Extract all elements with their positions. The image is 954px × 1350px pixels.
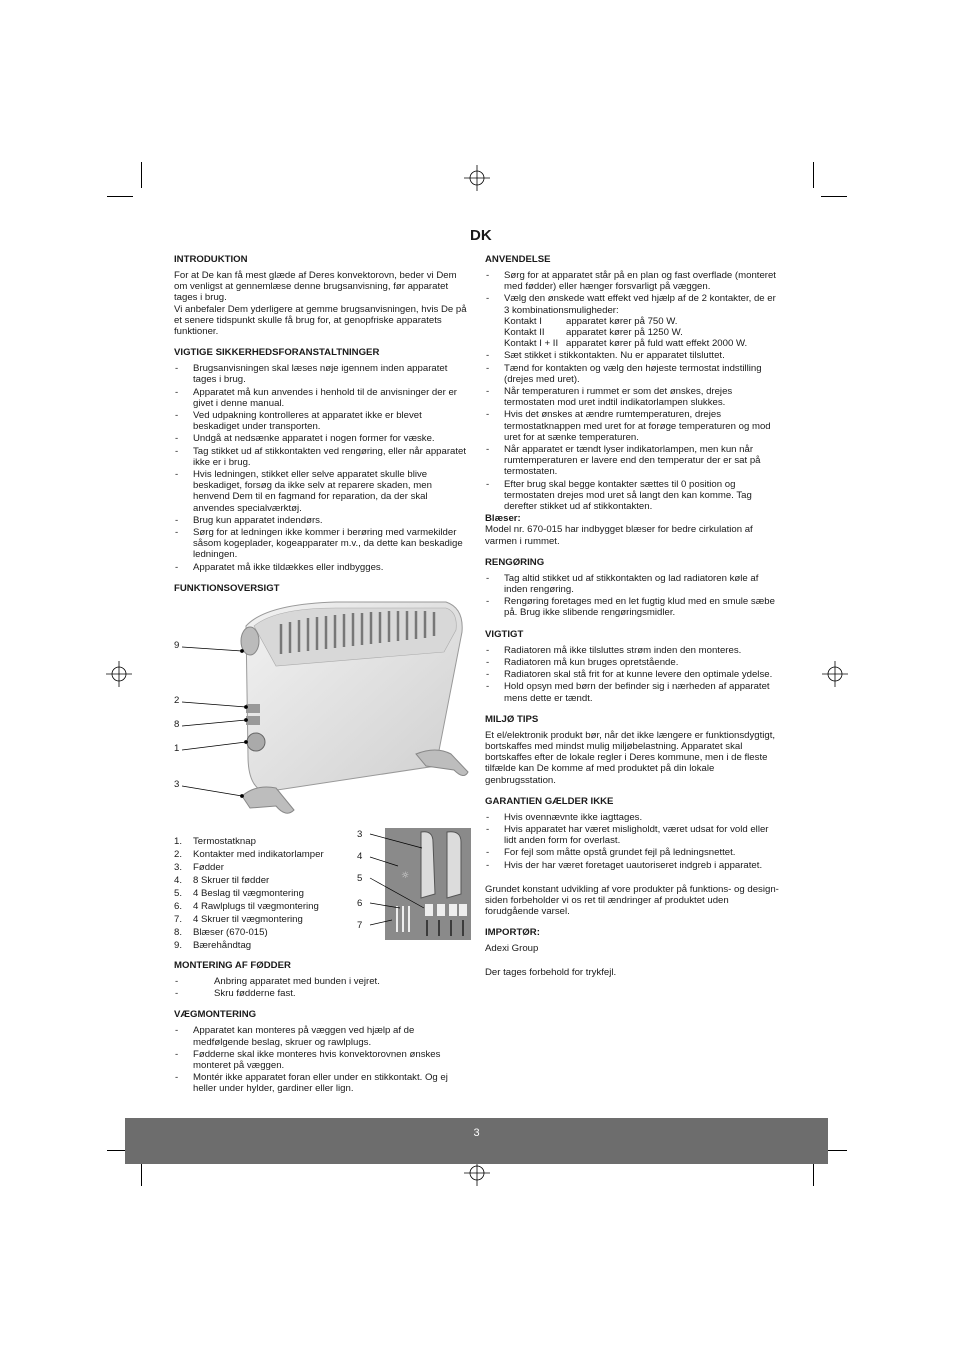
left-column-bottom [174,960,470,1105]
callout-label: 4 [357,851,363,862]
safety-heading: VIGTIGE SIKKERHEDSFORANSTALTNINGER [174,347,380,359]
list-item: 5. 4 Beslag til vægmontering [174,888,304,899]
importer-section [485,927,781,977]
cleaning-heading: RENGØRING [485,556,545,568]
feet-list [174,976,470,999]
list-item: 2. Kontakter med indikatorlamper [174,849,324,860]
wall-list [174,1025,470,1094]
list-item: - Vælg den ønskede watt effekt ved hjælp af de 2 kontakter, de er 3 kombinationsmuligheder: Kontakt I apparatet kører på 750 W. Kontakt II apparatet kører på 1250 W. Kontakt I + II apparatet kører på fuld watt effekt 2000 W. [485,293,781,349]
crop-mark [107,196,133,197]
language-label: DK [470,227,492,244]
intro-paragraph: Vi anbefaler Dem yderligere at gemme brugsanvisningen, hvis De på et senere tidspunkt skulle få brug for, at genopfriske apparatets funktioner. [174,303,467,338]
list-item: - Anbring apparatet med bunden i vejret. [174,976,470,987]
fan-text: Model nr. 670-015 har indbygget blæser for bedre cirkulation af varmen i rummet. [485,524,753,547]
env-section [485,714,781,786]
callout-label: 8 [174,719,180,730]
important-list [485,645,781,704]
callout-label: 2 [174,695,180,706]
svg-text:☼: ☼ [401,871,410,881]
disclaimer: Der tages forbehold for trykfejl. [485,966,617,978]
list-item: - Hvis apparatet har været misligholdt, været udsat for vold eller lidt anden form for overlast. [485,824,781,846]
list-item: - Apparatet må ikke tildækkes eller indbygges. [174,562,470,573]
intro-heading: INTRODUKTION [174,254,248,265]
callout-label: 3 [357,829,363,840]
list-item: 9. Bærehåndtag [174,940,252,951]
list-item: - Brug kun apparatet indendørs. [174,515,470,526]
callout-lines [180,640,250,800]
wall-heading: VÆGMONTERING [174,1009,257,1021]
list-item: - Apparatet kan monteres på væggen ved hjælp af de medfølgende beslag, skruer og rawlplugs. [174,1025,470,1047]
list-item: - Tag altid stikket ud af stikkontakten og lad radiatoren køle af inden rengøring. [485,573,781,595]
list-item: - Hold opsyn med børn der befinder sig i nærheden af apparatet mens dette er tændt. [485,681,781,703]
list-item: - Apparatet må kun anvendes i henhold til de anvisninger der er givet i denne manual. [174,387,470,409]
list-item: - Hvis det ønskes at ændre rumtemperaturen, drejes termostatknappen med uret for at forøge temperaturen og mod uret for at sænke temperaturen. [485,409,781,443]
list-item: - Skru fødderne fast. [174,988,470,999]
list-item: 8. Blæser (670-015) [174,927,268,938]
registration-mark-icon [464,165,490,191]
cleaning-list [485,573,781,619]
footer-bar [125,1118,828,1164]
list-item: - Tag stikket ud af stikkontakten ved rengøring, eller når apparatet ikke er i brug. [174,446,470,468]
list-item: - Radiatoren skal stå frit for at kunne levere den optimale ydelse. [485,669,781,680]
importer-heading: IMPORTØR: [485,927,540,939]
safety-section [174,347,470,573]
crop-mark [141,162,142,188]
list-item: - Radiatoren må kun bruges opretstående. [485,657,781,668]
list-item: 1. Termostatknap [174,836,256,847]
warranty-heading: GARANTIEN GÆLDER IKKE [485,795,614,807]
crop-mark [813,162,814,188]
list-item: - Montér ikke apparatet foran eller under en stikkontakt. Og ej heller under hylder, gardiner eller lign. [174,1072,470,1094]
list-item: 7. 4 Skruer til vægmontering [174,914,303,925]
callout-label: 5 [357,873,363,884]
callout-label: 7 [357,920,363,931]
list-item: - Tænd for kontakten og vælg den højeste termostat indstilling (drejes med uret). [485,363,781,385]
usage-section [485,254,781,547]
list-item: 3. Fødder [174,862,224,873]
list-item: - Sørg for at ledningen ikke kommer i berøring med varmekilder såsom kogeplader, kogeapparater m.v., da dette kan beskadige ledningen. [174,527,470,561]
warranty-section [485,796,781,918]
kontakt-row: Kontakt II apparatet kører på 1250 W. [504,327,683,339]
left-column [174,254,470,599]
fan-label: Blæser: [485,513,521,525]
parts-list [174,835,354,952]
intro-paragraph: For at De kan få mest glæde af Deres konvektorovn, beder vi Dem om venligst at gennemlæse denne brugsanvisning, før apparatet tages i brug. [174,270,457,304]
env-heading: MILJØ TIPS [485,713,539,725]
important-section [485,629,781,704]
list-item: - Hvis ledningen, stikket eller selve apparatet skulle blive beskadiget, forsøg da ikke selv at reparere skaden, men henvend Dem til en fagmand for reparation, da der skal anvendes specialværktøj. [174,469,470,514]
registration-mark-icon [822,661,848,687]
safety-list [174,363,470,573]
overview-heading: FUNKTIONSOVERSIGT [174,582,280,594]
warranty-note: Grundet konstant udvikling af vore produkter på funktions- og design-siden forbeholder vi os ret til ændringer af produktet uden forudgående varsel. [485,883,779,918]
heater-illustration [236,596,470,830]
cleaning-section [485,557,781,619]
list-item: - Sæt stikket i stikkontakten. Nu er apparatet tilsluttet. [485,350,781,361]
usage-heading: ANVENDELSE [485,254,551,265]
list-item: - Brugsanvisningen skal læses nøje igennem inden apparatet tages i brug. [174,363,470,385]
callout-label: 6 [357,898,363,909]
list-item: - Hvis ovennævnte ikke iagttages. [485,812,781,823]
warranty-list [485,812,781,871]
env-text: Et el/elektronik produkt bør, når det ikke længere er funktionsdygtigt, bortskaffes med mindst mulig miljøbelastning. Apparatet skal bortskaffes efter de lokale regler i Deres kommune, men i de fleste tilfælde kan De komme af med produktet på din lokale genbrugsstation. [485,729,776,786]
list-item: 6. 4 Rawlplugs til vægmontering [174,901,319,912]
important-heading: VIGTIGT [485,628,524,640]
callout-label: 9 [174,640,180,651]
list-item: 4. 8 Skruer til fødder [174,875,270,886]
usage-list [485,270,781,512]
parts-callout-lines [368,828,438,928]
list-item: - Ved udpakning kontrolleres at apparatet ikke er blevet beskadiget under transporten. [174,410,470,432]
feet-section [174,960,470,999]
feet-heading: MONTERING AF FØDDER [174,960,291,971]
page-number: 3 [473,1127,480,1139]
list-item: - Sørg for at apparatet står på en plan og fast overflade (monteret med fødder) eller hænger forsvarligt på væggen. [485,270,781,292]
list-item: - Fødderne skal ikke monteres hvis konvektorovnen ønskes monteret på væggen. [174,1049,470,1071]
callout-label: 3 [174,779,180,790]
crop-mark [821,196,847,197]
intro-section [174,254,470,337]
importer-name: Adexi Group [485,943,539,955]
kontakt-row: Kontakt I apparatet kører på 750 W. [504,315,678,327]
list-item: - Når temperaturen i rummet er som det ønskes, drejes termostaten mod uret indtil indikatorlampen slukkes. [485,386,781,408]
list-item: - Undgå at nedsænke apparatet i nogen former for væske. [174,433,470,444]
list-item: - For fejl som måtte opstå grundet fejl på ledningsnettet. [485,847,781,858]
list-item: - Radiatoren må ikke tilsluttes strøm inden den monteres. [485,645,781,656]
callout-label: 1 [174,743,180,754]
kontakt-row: Kontakt I + II apparatet kører på fuld watt effekt 2000 W. [504,338,748,350]
list-item: - Når apparatet er tændt lyser indikatorlampen, men kun når rumtemperaturen er lavere end den temperatur der er sat på termostaten. [485,444,781,478]
list-item: - Hvis der har været foretaget uautoriseret indgreb i apparatet. [485,860,781,871]
registration-mark-icon [106,661,132,687]
list-item: - Rengøring foretages med en let fugtig klud med en smule sæbe på. Brug ikke slibende rengøringsmidler. [485,596,781,618]
wall-section [174,1009,470,1094]
list-item: - Efter brug skal begge kontakter sættes til 0 position og termostaten drejes mod uret så langt den kan komme. Tag derefter stikket ud af stikkontakten. [485,479,781,513]
right-column [485,254,781,988]
